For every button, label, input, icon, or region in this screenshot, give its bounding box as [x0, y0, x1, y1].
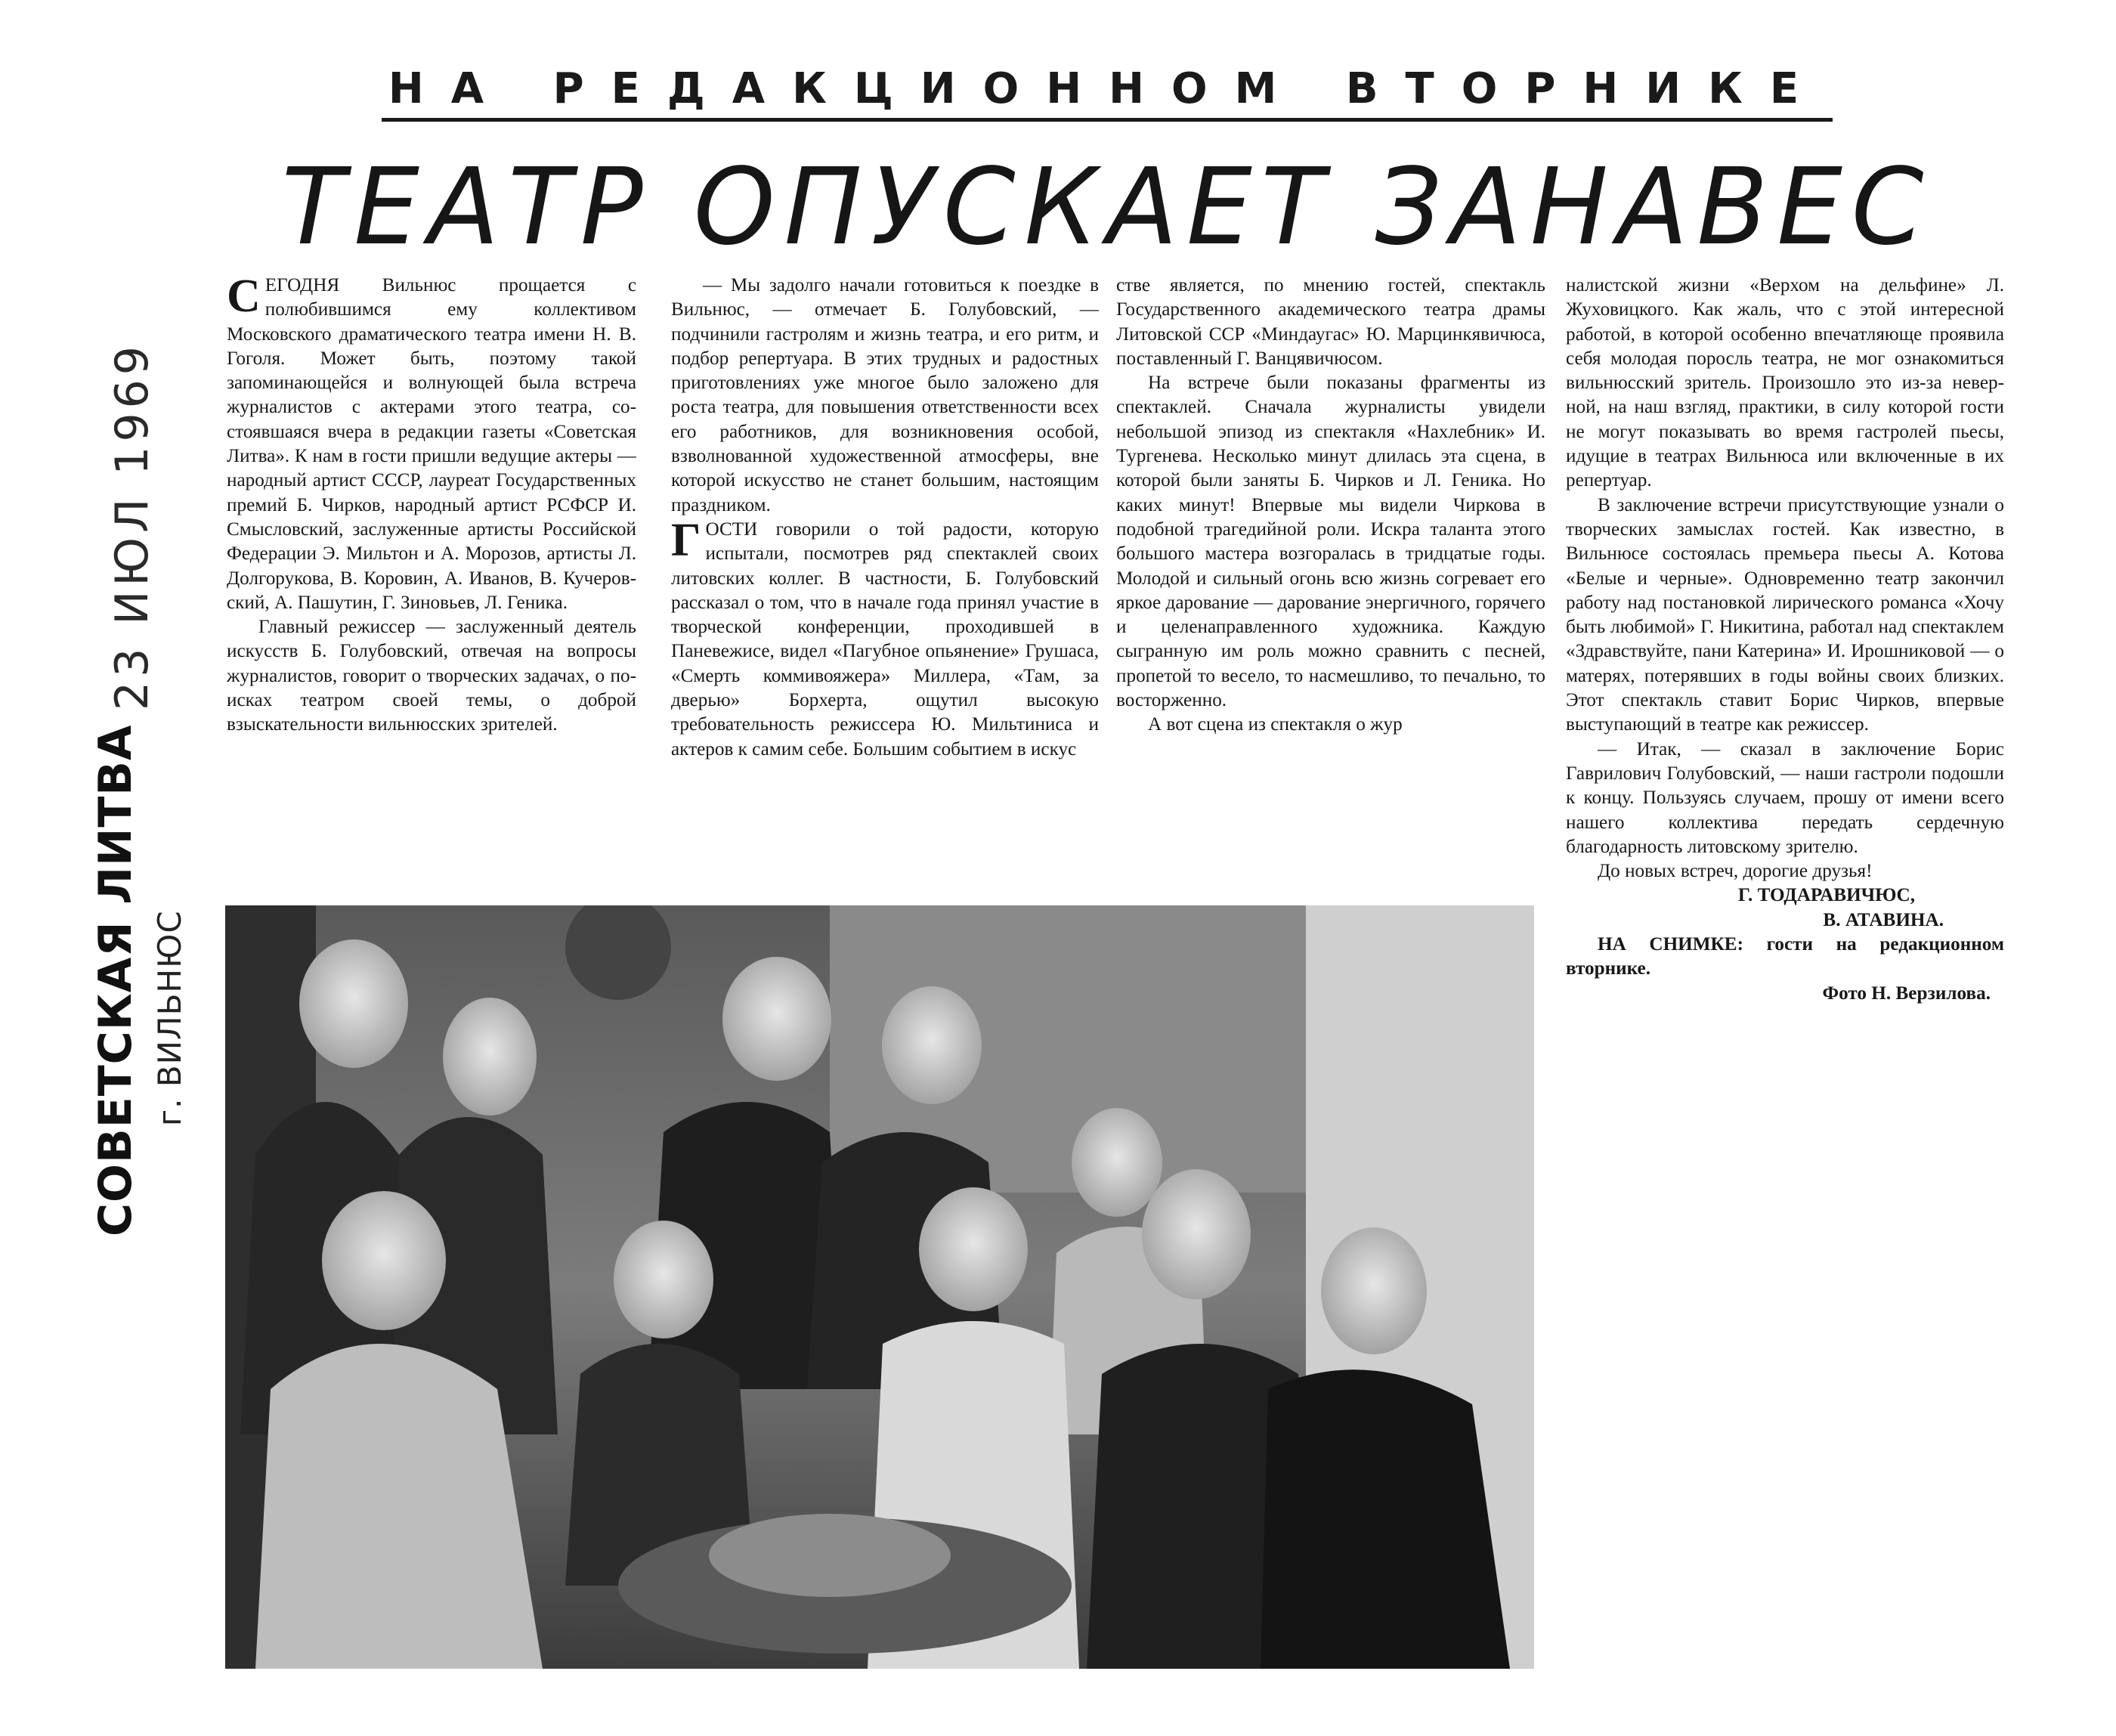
newspaper-city: г. ВИЛЬНЮС [151, 910, 188, 1126]
paragraph: — Мы задолго начали готовиться к поездке в Вильнюс, — отмечает Б. Голубовский, — подчинили гастролям и жизнь театра, и его ритм, и подбор репертуара. В этих трудных и радостных приготовлениях уже многое было заложено для роста театра, для повышения ответственности всех его работников, для возникновения особой, взволнованной художественной атмосферы, вне которой искусство не станет большим, настоящим праздником. [671, 275, 1099, 515]
group-photo-graphic [225, 905, 1534, 1669]
article-column-1 [227, 271, 636, 738]
paragraph: В заключение встречи присутствующие узнали о творческих замыслах гостей. Как известно, в Вильнюсе состоялась премьера пьесы А. Котова «Белые и черные». Одновременно театр закончил работу над постановкой лирического романса «Хочу быть любимой» Г. Никитина, работал над спектаклем «Здравствуйте, пани Катерина» И. Ирошниковой — о матерях, потерявших в годы войны своих близких. Этот спектакль ставит Борис Чирков, впервые выступающий в театре как режиссер. [1566, 494, 2004, 735]
paragraph [671, 514, 1099, 762]
rubric-text: НА РЕДАКЦИОННОМ ВТОРНИКЕ [388, 64, 1827, 113]
paragraph: стве является, по мнению гостей, спектакль Государственного академического театра драмы Литовской ССР «Миндаугас» Ю. Марцинкявичюса, поставленный Г. Ванцявичюсом. [1116, 275, 1545, 369]
date-stamp: 23 ИЮЛ 1969 [106, 342, 159, 710]
group-photo [225, 905, 1534, 1669]
paragraph: А вот сцена из спектакля о жур [1148, 714, 1403, 735]
paragraph: — Итак, — сказал в заключение Борис Гаврилович Голубовский, — наши гастроли подошли к концу. Пользуясь случаем, прошу от имени всего нашего коллектива передать сердечную благодарность литовскому зрителю. [1566, 738, 2004, 857]
author-signature: В. АТАВИНА. [1823, 909, 1944, 930]
paragraph: Главный режиссер — заслуженный деятель искусств Б. Голубовский, отвечая на вопросы журналистов, говорит о творческих задачах, о поисках театром своей темы, о доброй взыскательности вильнюсских зрителей. [227, 617, 636, 735]
article-column-3 [1116, 274, 1545, 738]
article-headline: ТЕАТР ОПУСКАЕТ ЗАНАВЕС [281, 146, 1933, 269]
rubric-heading [382, 62, 1833, 122]
photo-credit: Фото Н. Верзилова. [1822, 982, 1991, 1004]
newspaper-name: СОВЕТСКАЯ ЛИТВА [89, 724, 142, 1236]
paragraph [227, 271, 636, 615]
rubric-underline [382, 118, 1833, 122]
drop-cap: С [227, 271, 261, 322]
article-column-4 [1566, 274, 2004, 1006]
paragraph-text: ОСТИ говорили о той радости, которую испытали, посмотрев ряд спектаклей своих литовских коллег. В частности, Б. Голубовский рассказал о том, что в начале года принял участие в творческой конференции, проходившей в Паневежисе, видел «Пагубное опьянение» Грушаса, «Смерть коммивояжера» Миллера, «Там, за дверью» Борхерта, ощутил высокую требовательность режиссера Ю. Мильтиниса и актеров к самим себе. Большим событием в искус [671, 518, 1099, 760]
drop-cap: Г [671, 514, 701, 566]
paragraph: До новых встреч, дорогие друзья! [1598, 861, 1873, 882]
photo-caption: НА СНИМКЕ: гости на редакционном вторнике. [1566, 934, 2004, 979]
paragraph: налистской жизни «Верхом на дельфине» Л. Жуховицкого. Как жаль, что с этой интересной работой, в которой особенно впечатляюще проявила себя молодая поросль театра, не мог ознакомиться вильнюсский зритель. Произошло это из-за неверной, на наш взгляд, практики, в силу которой гости не могут показывать во время гастролей пьесы, идущие в театрах Вильнюса или включенные в их репертуар. [1566, 275, 2004, 491]
paragraph-text: ЕГОДНЯ Вильнюс прощается с полюбившимся ему коллективом Московского драматического театра имени Н. В. Гоголя. Может быть, поэтому такой запоминающейся и волнующей была встреча журналистов с актерами этого театра, состоявшаяся вчера в редакции газеты «Советская Литва». К нам в гости пришли ведущие актеры — народный артист СССР, лауреат Государственных премий Б. Чирков, народный артист РСФСР И. Смысловский, заслуженные артисты Российской Федерации Э. Мильтон и А. Морозов, артисты Л. Долгорукова, В. Коровин, А. Иванов, В. Кучеровский, А. Пашутин, Г. Зиновьев, Л. Геника. [227, 275, 636, 613]
author-signature: Г. ТОДАРАВИЧЮС, [1737, 885, 1915, 906]
paragraph: На встрече были показаны фрагменты из спектаклей. Сначала журналисты увидели небольшой эпизод из спектакля «Нахлебник» И. Тургенева. Несколько минут длилась эта сцена, в которой были заняты Б. Чирков и Л. Геника. Но каких минут! Впервые мы видели Чиркова в подобной трагедийной роли. Искра таланта этого большого мастера возгоралась в тридцатые годы. Молодой и сильный огонь всю жизнь согревает его яркое дарование — дарование энергичного, горячего и целенаправленного художника. Каждую сыгранную им роль можно сравнить с песней, пропетой то весело, то насмешливо, то печально, то восторженно. [1116, 373, 1545, 711]
article-column-2 [671, 274, 1099, 762]
